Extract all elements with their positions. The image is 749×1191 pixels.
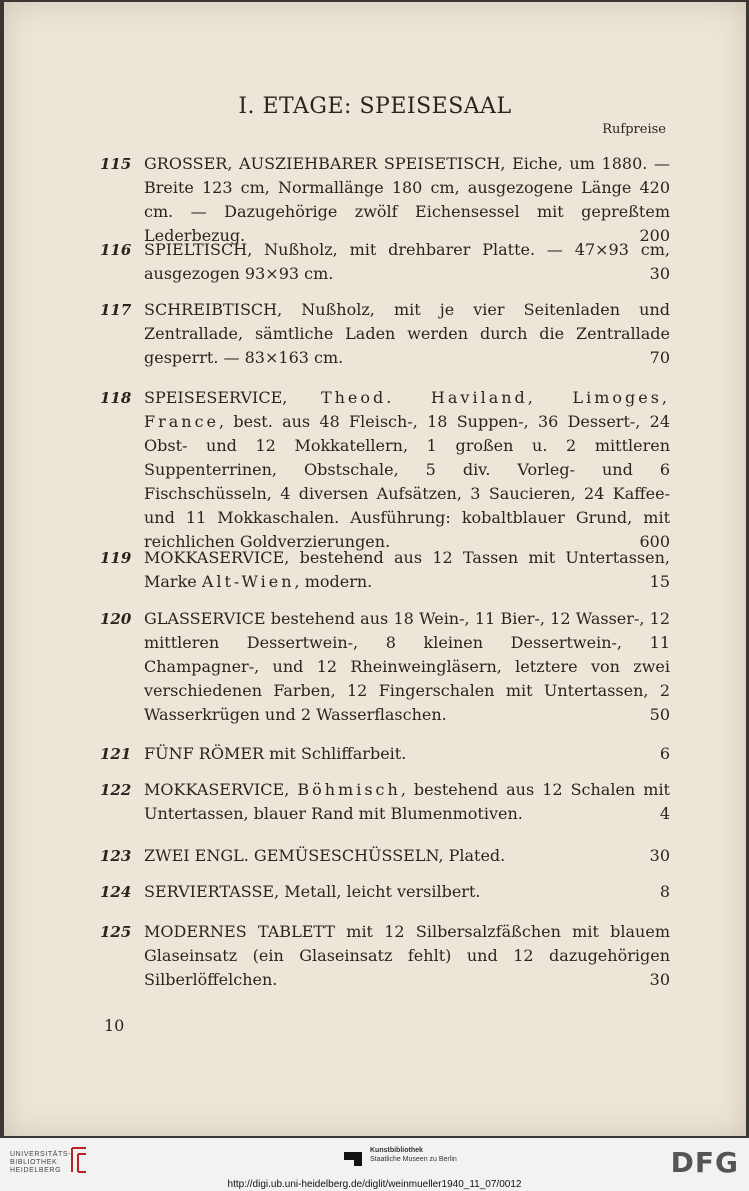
lot-description bbox=[144, 607, 670, 727]
lot-number: 118 bbox=[100, 389, 132, 407]
description-part: MOKKASERVICE, bestehend aus 12 Tassen mit Untertassen, Marke bbox=[144, 548, 670, 591]
university-library-label bbox=[10, 1151, 71, 1175]
catalog-entry bbox=[100, 238, 670, 286]
lot-price: 30 bbox=[649, 264, 670, 283]
document-page bbox=[4, 2, 746, 1136]
lot-description bbox=[144, 386, 670, 554]
catalog-entry bbox=[100, 920, 670, 992]
university-line: BIBLIOTHEK bbox=[10, 1159, 58, 1166]
page-number: 10 bbox=[104, 1016, 125, 1035]
description-part: , best. aus 48 Fleisch-, 18 Suppen-, 36 Dessert-, 24 Obst- und 12 Mokkatellern, 1 großen u. 2 mittleren Suppenterrinen, Obstschale, 5 div. Vorleg- und 6 Fischschüsseln, 4 diversen Aufsätzen, 3 Saucieren, 24 Kaffee- und 11 Mokkaschalen. Ausführung: kobaltblauer Grund, mit reichlichen Goldverzierungen. bbox=[144, 412, 670, 551]
lot-number: 125 bbox=[100, 923, 132, 941]
lot-description bbox=[144, 238, 670, 286]
description-part: GLASSERVICE bestehend aus 18 Wein-, 11 Bier-, 12 Wasser-, 12 mittleren Dessertwein-, 8 kleinen Dessertwein-, 11 Champagner-, und 12 Rheinweingläsern, letztere von zwei verschiedenen Farben, 12 Fingerschalen mit Untertassen, 2 Wasserkrügen und 2 Wasserflaschen. bbox=[144, 609, 670, 724]
kb-line: Kunstbibliothek bbox=[370, 1147, 423, 1154]
catalog-entry bbox=[100, 152, 670, 248]
university-logo-icon bbox=[68, 1146, 90, 1174]
lot-description bbox=[144, 546, 670, 594]
lot-price: 4 bbox=[659, 804, 670, 823]
lot-number: 123 bbox=[100, 847, 132, 865]
description-part: SCHREIBTISCH, Nußholz, mit je vier Seitenladen und Zentrallade, sämtliche Laden werden durch die Zentrallade gesperrt. — 83×163 cm. bbox=[144, 300, 670, 367]
lot-description bbox=[144, 152, 670, 248]
catalog-entry bbox=[100, 742, 670, 766]
kb-line: Staatliche Museen zu Berlin bbox=[370, 1156, 457, 1163]
lot-number: 121 bbox=[100, 745, 132, 763]
price-column-header: Rufpreise bbox=[602, 122, 666, 137]
lot-number: 124 bbox=[100, 883, 132, 901]
lot-description bbox=[144, 298, 670, 370]
lot-price: 30 bbox=[649, 970, 670, 989]
lot-price: 6 bbox=[659, 744, 670, 763]
university-line: UNIVERSITÄTS- bbox=[10, 1151, 72, 1158]
university-line: HEIDELBERG bbox=[10, 1167, 62, 1174]
kunstbibliothek-label bbox=[370, 1146, 457, 1164]
catalog-entry bbox=[100, 880, 670, 904]
lot-price: 600 bbox=[639, 532, 670, 551]
lot-description bbox=[144, 920, 670, 992]
description-part: MODERNES TABLETT mit 12 Silbersalzfäßchen mit blauem Glaseinsatz (ein Glaseinsatz fehlt) und 12 dazugehörigen Silberlöffelchen. bbox=[144, 922, 670, 989]
catalog-entry bbox=[100, 546, 670, 594]
lot-description bbox=[144, 742, 670, 766]
lot-price: 15 bbox=[649, 572, 670, 591]
description-part: Böhmisch bbox=[297, 780, 401, 799]
catalog-entry bbox=[100, 844, 670, 868]
lot-number: 116 bbox=[100, 241, 132, 259]
lot-description bbox=[144, 778, 670, 826]
lot-description bbox=[144, 844, 670, 868]
lot-number: 122 bbox=[100, 781, 132, 799]
lot-number: 117 bbox=[100, 301, 132, 319]
description-part: FÜNF RÖMER mit Schliffarbeit. bbox=[144, 744, 407, 763]
lot-price: 8 bbox=[659, 882, 670, 901]
lot-number: 119 bbox=[100, 549, 132, 567]
lot-price: 50 bbox=[649, 705, 670, 724]
description-part: ZWEI ENGL. GEMÜSESCHÜSSELN, Plated. bbox=[144, 846, 506, 865]
lot-description bbox=[144, 880, 670, 904]
catalog-entry bbox=[100, 298, 670, 370]
description-part: , bestehend aus 12 Schalen mit Untertassen, blauer Rand mit Blumenmotiven. bbox=[144, 780, 670, 823]
description-part: MOKKASERVICE, bbox=[144, 780, 298, 799]
lot-number: 115 bbox=[100, 155, 132, 173]
lot-price: 200 bbox=[639, 226, 670, 245]
description-part: SPIELTISCH, Nußholz, mit drehbarer Platte. — 47×93 cm, ausgezogen 93×93 cm. bbox=[144, 240, 670, 283]
description-part: SERVIERTASSE, Metall, leicht versilbert. bbox=[144, 882, 481, 901]
description-part: Alt-Wien bbox=[201, 572, 295, 591]
document-url-link[interactable]: http://digi.ub.uni-heidelberg.de/diglit/weinmueller1940_11_07/0012 bbox=[227, 1179, 522, 1190]
lot-number: 120 bbox=[100, 610, 132, 628]
description-part: GROSSER, AUSZIEHBARER SPEISETISCH, Eiche, um 1880. — Breite 123 cm, Normallänge 180 cm, ausgezogene Länge 420 cm. — Dazugehörige zwölf Eichensessel mit gepreßtem Lederbezug. bbox=[144, 154, 670, 245]
viewer-footer bbox=[0, 1138, 749, 1191]
catalog-entry bbox=[100, 607, 670, 727]
description-part: SPEISESERVICE, bbox=[144, 388, 321, 407]
lot-price: 70 bbox=[649, 348, 670, 367]
catalog-entry bbox=[100, 778, 670, 826]
description-part: , modern. bbox=[294, 572, 373, 591]
page-title: I. ETAGE: SPEISESAAL bbox=[238, 94, 512, 119]
lot-price: 30 bbox=[649, 846, 670, 865]
catalog-entry bbox=[100, 386, 670, 554]
kunstbibliothek-logo-icon bbox=[344, 1150, 362, 1168]
dfg-logo: DFG bbox=[670, 1146, 739, 1179]
description-part: Theod. Haviland, Limoges, France bbox=[144, 388, 671, 431]
